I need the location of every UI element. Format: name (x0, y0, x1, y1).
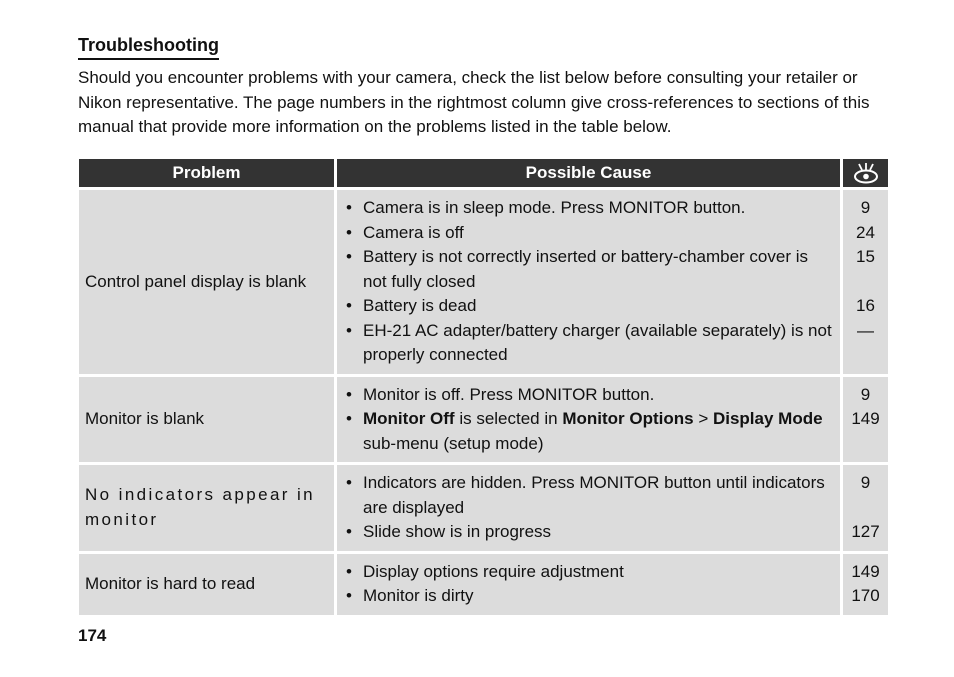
problem-cell: Monitor is blank (79, 377, 334, 463)
page-reference-header (843, 159, 888, 187)
menu-name: Monitor Options (562, 409, 694, 428)
page-reference: 127 (851, 522, 880, 541)
problem-cell: Control panel display is blank (79, 190, 334, 374)
cause-text: sub-menu (setup mode) (363, 433, 544, 453)
table-row (79, 190, 888, 374)
page-reference: 170 (851, 586, 880, 605)
cause-text: > (693, 409, 713, 428)
page-reference-cell (843, 377, 888, 463)
cause-item (343, 407, 834, 456)
cause-header: Possible Cause (337, 159, 840, 187)
table-row (79, 465, 888, 551)
cause-list (343, 560, 834, 609)
cause-item: • Display options require adjustment (343, 560, 834, 585)
cause-item: • Battery is dead (343, 294, 834, 319)
cause-item: • Indicators are hidden. Press MONITOR button until indicators are displayed (343, 471, 834, 520)
cause-item: • Camera is in sleep mode. Press MONITOR button. (343, 196, 834, 221)
cause-item: • EH-21 AC adapter/battery charger (available separately) is not properly connected (343, 319, 834, 368)
page-reference: 9 (860, 384, 871, 404)
submenu-name: Display Mode (712, 409, 823, 428)
troubleshooting-table (76, 156, 891, 618)
page-number: 174 (78, 626, 107, 645)
problem-cell: Monitor is hard to read (79, 554, 334, 615)
intro-paragraph: Should you encounter problems with your camera, check the list below before consulting your retailer or Nikon representative. The page numbers in the rightmost column give cross-references to sections of this manual that provide more information on the problems listed in the table below. (78, 68, 870, 136)
cause-item: • Slide show is in progress (343, 520, 834, 545)
page-reference: 16 (856, 296, 875, 315)
cause-list (343, 471, 834, 545)
table-row (79, 377, 888, 463)
cause-item: • Monitor is off. Press MONITOR button. (343, 383, 834, 408)
cause-cell (337, 554, 840, 615)
cause-list (343, 383, 834, 457)
table-row (79, 554, 888, 615)
cause-cell (337, 190, 840, 374)
page-reference-cell (843, 190, 888, 374)
cause-text: is selected in (454, 409, 563, 428)
cause-cell (337, 465, 840, 551)
page-reference: 9 (860, 473, 871, 492)
problem-cell: No indicators appear in monitor (79, 465, 334, 551)
page-title: Troubleshooting (78, 34, 219, 60)
page-reference: 149 (851, 561, 880, 581)
problem-header: Problem (79, 159, 334, 187)
page-reference: 15 (856, 247, 875, 266)
page-reference: — (857, 320, 874, 340)
page-reference: 149 (851, 409, 880, 428)
page-reference: 24 (856, 222, 875, 242)
cause-cell (337, 377, 840, 463)
menu-item-name: Monitor Off (363, 409, 455, 428)
reference-page-icon (852, 162, 880, 184)
page-reference-cell (843, 465, 888, 551)
cause-item: • Monitor is dirty (343, 584, 834, 609)
cause-list (343, 196, 834, 368)
cause-item: • Battery is not correctly inserted or battery-chamber cover is not fully closed (343, 245, 834, 294)
table-header-row (79, 159, 888, 187)
cause-item: • Camera is off (343, 221, 834, 246)
page-reference-cell (843, 554, 888, 615)
page-reference: 9 (860, 198, 871, 217)
